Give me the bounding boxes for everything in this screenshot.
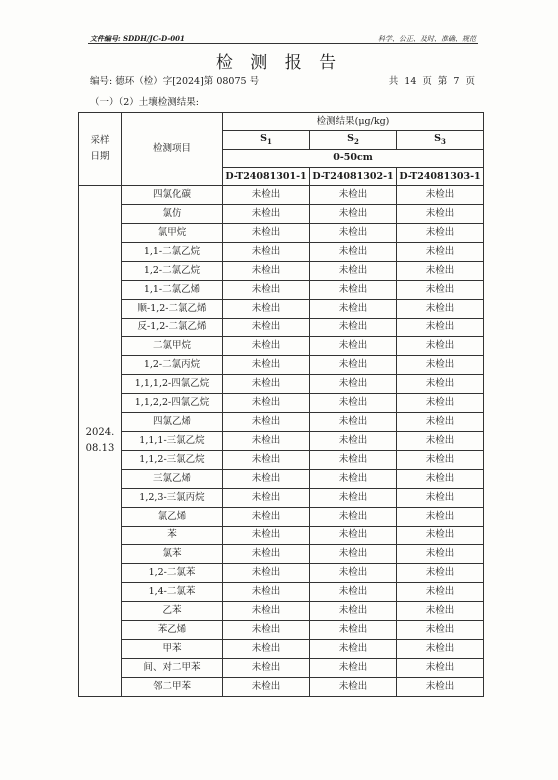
table-row xyxy=(79,526,484,545)
result-value: 未检出 xyxy=(223,413,310,432)
result-value: 未检出 xyxy=(223,469,310,488)
result-value: 未检出 xyxy=(397,318,484,337)
test-item: 氯苯 xyxy=(122,545,223,564)
test-item: 邻二甲苯 xyxy=(122,677,223,696)
table-header xyxy=(79,113,484,186)
test-item: 1,1,2-三氯乙烷 xyxy=(122,450,223,469)
result-value: 未检出 xyxy=(223,507,310,526)
result-value: 未检出 xyxy=(397,280,484,299)
test-item: 1,1,2,2-四氯乙烷 xyxy=(122,394,223,413)
result-value: 未检出 xyxy=(397,375,484,394)
result-value: 未检出 xyxy=(223,450,310,469)
result-value: 未检出 xyxy=(223,526,310,545)
result-value: 未检出 xyxy=(223,677,310,696)
result-value: 未检出 xyxy=(223,261,310,280)
result-value: 未检出 xyxy=(310,469,397,488)
header-motto: 科学、公正、及时、准确、规范 xyxy=(378,35,476,43)
result-value: 未检出 xyxy=(310,431,397,450)
result-value: 未检出 xyxy=(223,658,310,677)
test-item: 1,1-二氯乙烷 xyxy=(122,242,223,261)
result-value: 未检出 xyxy=(223,545,310,564)
result-value: 未检出 xyxy=(310,280,397,299)
result-value: 未检出 xyxy=(223,224,310,243)
result-value: 未检出 xyxy=(310,658,397,677)
result-value: 未检出 xyxy=(397,261,484,280)
table-row xyxy=(79,545,484,564)
test-item: 三氯乙烯 xyxy=(122,469,223,488)
result-value: 未检出 xyxy=(397,431,484,450)
result-value: 未检出 xyxy=(223,186,310,205)
table-row xyxy=(79,261,484,280)
result-value: 未检出 xyxy=(223,564,310,583)
test-item: 四氯乙烯 xyxy=(122,413,223,432)
result-value: 未检出 xyxy=(397,677,484,696)
test-item: 1,1-二氯乙烯 xyxy=(122,280,223,299)
results-table xyxy=(78,112,484,697)
result-value: 未检出 xyxy=(397,621,484,640)
result-value: 未检出 xyxy=(223,583,310,602)
test-item: 氯仿 xyxy=(122,205,223,224)
table-row xyxy=(79,677,484,696)
result-value: 未检出 xyxy=(223,318,310,337)
result-value: 未检出 xyxy=(223,488,310,507)
result-value: 未检出 xyxy=(397,507,484,526)
header-divider xyxy=(88,43,478,44)
page-count: 共 14 页 第 7 页 xyxy=(388,76,475,87)
result-value: 未检出 xyxy=(397,299,484,318)
result-value: 未检出 xyxy=(223,375,310,394)
table-row xyxy=(79,583,484,602)
test-item: 苯乙烯 xyxy=(122,621,223,640)
result-value: 未检出 xyxy=(397,488,484,507)
result-value: 未检出 xyxy=(310,242,397,261)
site-header: $S_1$ xyxy=(223,131,310,149)
site-header: $S_3$ xyxy=(397,131,484,149)
result-value: 未检出 xyxy=(310,356,397,375)
table-row xyxy=(79,280,484,299)
result-value: 未检出 xyxy=(310,639,397,658)
result-value: 未检出 xyxy=(397,337,484,356)
result-value: 未检出 xyxy=(397,450,484,469)
section-heading: （一）（2）土壤检测结果: xyxy=(90,97,199,108)
result-value: 未检出 xyxy=(397,242,484,261)
result-value: 未检出 xyxy=(397,564,484,583)
test-item: 1,2-二氯乙烷 xyxy=(122,261,223,280)
result-value: 未检出 xyxy=(223,621,310,640)
table-row xyxy=(79,375,484,394)
result-value: 未检出 xyxy=(223,337,310,356)
sample-id: D-T24081301-1 xyxy=(223,167,310,185)
result-value: 未检出 xyxy=(223,205,310,224)
test-item: 1,2-二氯丙烷 xyxy=(122,356,223,375)
result-value: 未检出 xyxy=(310,337,397,356)
result-value: 未检出 xyxy=(310,450,397,469)
result-value: 未检出 xyxy=(397,394,484,413)
table-row xyxy=(79,186,484,205)
result-value: 未检出 xyxy=(397,413,484,432)
table-row xyxy=(79,564,484,583)
result-value: 未检出 xyxy=(310,186,397,205)
table-row xyxy=(79,431,484,450)
result-value: 未检出 xyxy=(223,394,310,413)
result-value: 未检出 xyxy=(397,526,484,545)
result-value: 未检出 xyxy=(223,639,310,658)
sample-date: 2024. 08.13 xyxy=(79,186,122,696)
result-value: 未检出 xyxy=(310,677,397,696)
test-item: 氯乙烯 xyxy=(122,507,223,526)
result-value: 未检出 xyxy=(310,602,397,621)
table-row xyxy=(79,469,484,488)
test-item: 顺-1,2-二氯乙烯 xyxy=(122,299,223,318)
test-item: 苯 xyxy=(122,526,223,545)
sample-id: D-T24081303-1 xyxy=(397,167,484,185)
result-value: 未检出 xyxy=(223,356,310,375)
test-item: 1,1,1,2-四氯乙烷 xyxy=(122,375,223,394)
result-value: 未检出 xyxy=(223,602,310,621)
table-row xyxy=(79,621,484,640)
result-value: 未检出 xyxy=(397,658,484,677)
site-header: $S_2$ xyxy=(310,131,397,149)
result-value: 未检出 xyxy=(397,205,484,224)
test-item: 甲苯 xyxy=(122,639,223,658)
test-item: 1,1,1-三氯乙烷 xyxy=(122,431,223,450)
result-value: 未检出 xyxy=(310,318,397,337)
result-value: 未检出 xyxy=(310,526,397,545)
result-value: 未检出 xyxy=(223,431,310,450)
test-item: 1,2,3-三氯丙烷 xyxy=(122,488,223,507)
test-item: 二氯甲烷 xyxy=(122,337,223,356)
test-item: 乙苯 xyxy=(122,602,223,621)
result-value: 未检出 xyxy=(310,261,397,280)
result-value: 未检出 xyxy=(397,356,484,375)
test-item: 反-1,2-二氯乙烯 xyxy=(122,318,223,337)
header-sample-date: 采样 日期 xyxy=(79,113,122,186)
result-value: 未检出 xyxy=(310,488,397,507)
table-row xyxy=(79,205,484,224)
table-row xyxy=(79,394,484,413)
table-row xyxy=(79,450,484,469)
result-value: 未检出 xyxy=(223,299,310,318)
result-value: 未检出 xyxy=(310,394,397,413)
result-value: 未检出 xyxy=(397,545,484,564)
result-value: 未检出 xyxy=(310,205,397,224)
sample-id: D-T24081302-1 xyxy=(310,167,397,185)
result-value: 未检出 xyxy=(310,564,397,583)
result-value: 未检出 xyxy=(310,299,397,318)
result-value: 未检出 xyxy=(397,469,484,488)
result-value: 未检出 xyxy=(310,413,397,432)
result-value: 未检出 xyxy=(397,602,484,621)
header-test-item: 检测项目 xyxy=(122,113,223,186)
result-value: 未检出 xyxy=(310,375,397,394)
table-row xyxy=(79,318,484,337)
test-item: 间、对二甲苯 xyxy=(122,658,223,677)
result-value: 未检出 xyxy=(310,224,397,243)
test-item: 1,4-二氯苯 xyxy=(122,583,223,602)
table-row xyxy=(79,242,484,261)
result-value: 未检出 xyxy=(223,280,310,299)
result-value: 未检出 xyxy=(223,242,310,261)
result-value: 未检出 xyxy=(397,224,484,243)
file-number: 文件编号: SDDH/JC-D-001 xyxy=(90,34,185,43)
table-row xyxy=(79,488,484,507)
page-title: 检 测 报 告 xyxy=(215,53,343,73)
table-row xyxy=(79,337,484,356)
test-item: 1,2-二氯苯 xyxy=(122,564,223,583)
report-number: 编号: 德环（检）字[2024]第 08075 号 xyxy=(90,76,260,87)
test-item: 氯甲烷 xyxy=(122,224,223,243)
table-row xyxy=(79,299,484,318)
table-row xyxy=(79,507,484,526)
table-row xyxy=(79,602,484,621)
result-value: 未检出 xyxy=(397,583,484,602)
table-row xyxy=(79,658,484,677)
result-value: 未检出 xyxy=(310,583,397,602)
table-body xyxy=(79,186,484,696)
table-row xyxy=(79,639,484,658)
table-row xyxy=(79,413,484,432)
result-value: 未检出 xyxy=(310,507,397,526)
test-item: 四氯化碳 xyxy=(122,186,223,205)
table-row xyxy=(79,356,484,375)
result-value: 未检出 xyxy=(397,186,484,205)
table-row xyxy=(79,224,484,243)
header-depth: 0-50cm xyxy=(223,149,484,167)
result-value: 未检出 xyxy=(397,639,484,658)
header-result-unit: 检测结果(μg/kg) xyxy=(223,113,484,131)
result-value: 未检出 xyxy=(310,545,397,564)
result-value: 未检出 xyxy=(310,621,397,640)
